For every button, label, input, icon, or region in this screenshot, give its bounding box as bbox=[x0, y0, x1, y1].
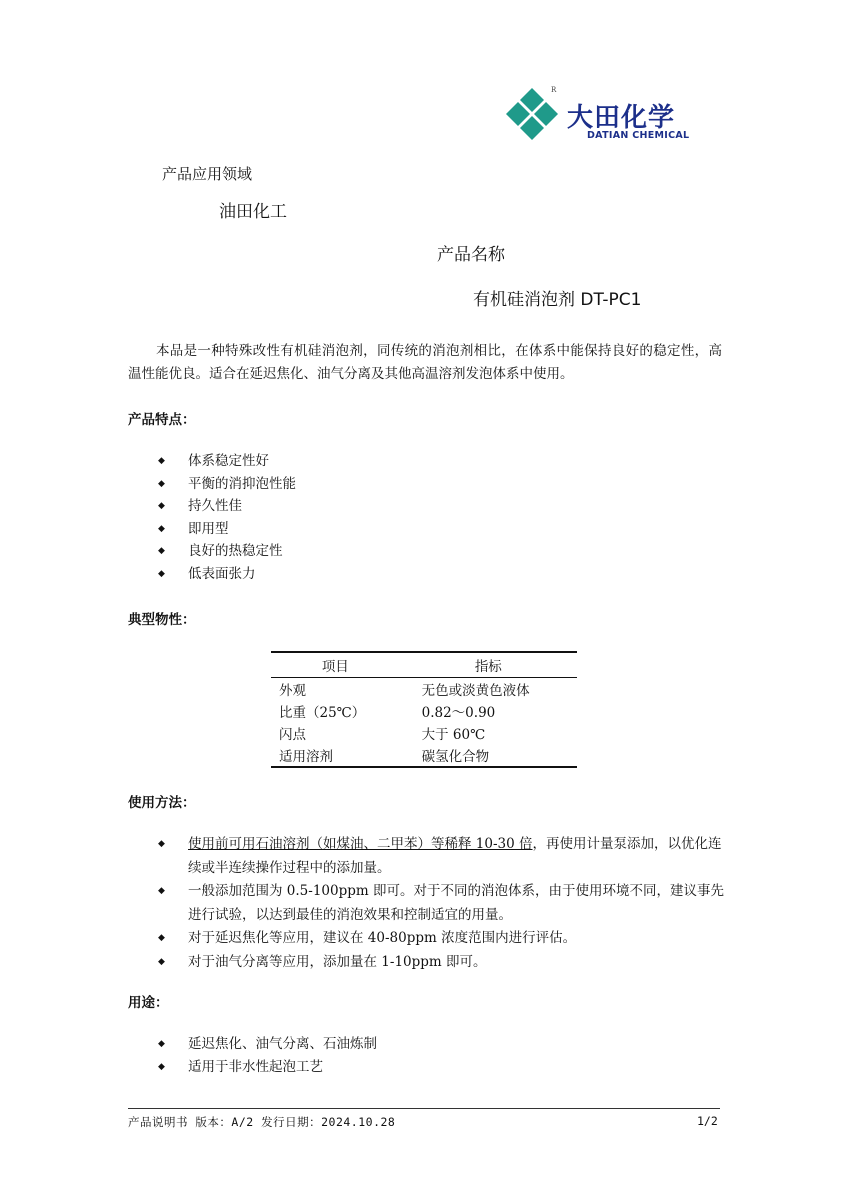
uses-heading: 用途： bbox=[128, 995, 169, 1011]
product-name-label: 产品名称 bbox=[437, 245, 505, 265]
dilution-instruction: 使用前可用石油溶剂（如煤油、二甲苯）等稀释 10-30 倍 bbox=[188, 836, 533, 852]
logo-name-cn: 大田化学 bbox=[567, 103, 676, 133]
page-number: 1/2 bbox=[697, 1114, 718, 1128]
list-item: ◆ 持久性佳 bbox=[158, 495, 724, 518]
table-cell-item: 闪点 bbox=[279, 727, 306, 743]
intro-paragraph: 本品是一种特殊改性有机硅消泡剂，同传统的消泡剂相比，在体系中能保持良好的稳定性，高温性能优良。适合在延迟焦化、油气分离及其他高温溶剂发泡体系中使用。 bbox=[128, 343, 722, 382]
list-item: ◆ 一般添加范围为 0.5-100ppm 即可。对于不同的消泡体系，由于使用环境不同，建议事先进行试验，以达到最佳的消泡效果和控制适宜的用量。 bbox=[158, 880, 724, 927]
list-item: ◆ 良好的热稳定性 bbox=[158, 540, 724, 563]
list-item: ◆ 体系稳定性好 bbox=[158, 450, 724, 473]
usage-list bbox=[158, 833, 724, 974]
table-row bbox=[271, 678, 577, 701]
table-cell-item: 比重（25℃） bbox=[279, 705, 366, 721]
table-cell-item: 适用溶剂 bbox=[271, 744, 400, 767]
table-row bbox=[271, 700, 577, 722]
table-cell-value: 0.82～0.90 bbox=[421, 705, 496, 721]
product-name-value: 有机硅消泡剂 DT-PC1 bbox=[473, 290, 642, 310]
list-item: ◆ 平衡的消抑泡性能 bbox=[158, 473, 724, 496]
column-header-item: 项目 bbox=[271, 652, 400, 678]
list-item: ◆ 对于延迟焦化等应用，建议在 40-80ppm 浓度范围内进行评估。 bbox=[158, 927, 724, 951]
properties-table bbox=[271, 651, 577, 768]
list-item: ◆ 即用型 bbox=[158, 518, 724, 541]
table-cell-item: 外观 bbox=[279, 683, 306, 699]
application-field-label: 产品应用领域 bbox=[162, 165, 253, 183]
table-row bbox=[271, 722, 577, 744]
registered-mark: R bbox=[551, 86, 557, 94]
footer-divider bbox=[128, 1108, 720, 1109]
table-cell-value: 无色或淡黄色液体 bbox=[421, 683, 530, 699]
features-list bbox=[158, 450, 724, 585]
list-item: ◆ 对于油气分离等应用，添加量在 1-10ppm 即可。 bbox=[158, 951, 724, 975]
application-field-value: 油田化工 bbox=[219, 202, 287, 222]
table-header-row bbox=[271, 652, 577, 678]
list-item bbox=[158, 833, 724, 880]
list-item: ◆ 低表面张力 bbox=[158, 563, 724, 586]
dilution-instruction-rest: ，再使用计量泵添加，以优化连续或半连续操作过程中的添加量。 bbox=[188, 836, 722, 876]
table-row bbox=[271, 744, 577, 767]
column-header-value: 指标 bbox=[400, 652, 577, 678]
uses-list bbox=[158, 1033, 724, 1078]
usage-heading: 使用方法： bbox=[128, 795, 196, 811]
features-heading: 产品特点： bbox=[128, 412, 196, 428]
list-item: ◆ 适用于非水性起泡工艺 bbox=[158, 1056, 724, 1079]
table-cell-value: 碳氢化合物 bbox=[400, 744, 577, 767]
properties-heading: 典型物性： bbox=[128, 612, 196, 628]
table-cell-value: 大于 60℃ bbox=[421, 727, 486, 743]
footer-info: 产品说明书 版本：A/2 发行日期：2024.10.28 bbox=[128, 1115, 396, 1129]
logo-name-en: DATIAN CHEMICAL bbox=[587, 130, 690, 141]
list-item: ◆ 延迟焦化、油气分离、石油炼制 bbox=[158, 1033, 724, 1056]
